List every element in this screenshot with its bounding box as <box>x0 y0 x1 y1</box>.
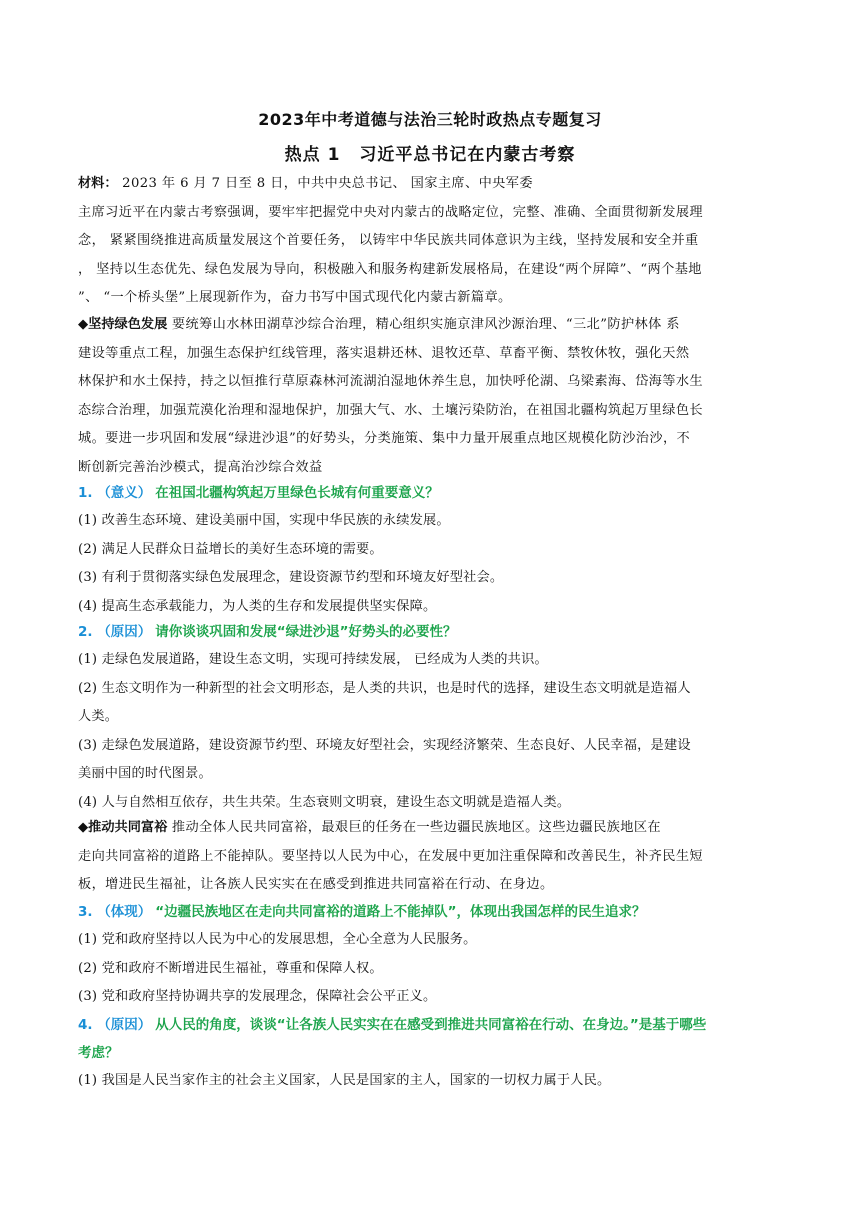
answer-line: (1) 走绿色发展道路，建设生态文明，实现可持续发展， 已经成为人类的共识。 <box>78 652 548 667</box>
answers-1 <box>78 507 783 621</box>
question-number: 3. <box>78 904 93 920</box>
green-development-section <box>78 311 783 482</box>
question-4-continued <box>78 1039 788 1068</box>
hotspot-heading <box>0 140 860 165</box>
section-line: 城。要进一步巩固和发展“绿进沙退”的好势头，分类施策、集中力量开展重点地区规模化防沙治沙，不 <box>78 431 691 446</box>
hotspot-title: 习近平总书记在内蒙古考察 <box>359 145 576 165</box>
question-tag: （原因） <box>97 624 152 640</box>
answer-line: 人类。 <box>78 709 119 724</box>
question-2 <box>78 618 788 647</box>
section-line: ◆坚持绿色发展 要统筹山水林田湖草沙综合治理，精心组织实施京津风沙源治理、“三北”防护林体 系 <box>78 317 680 332</box>
material-lead: 材料： <box>78 176 118 191</box>
answer-line: (1) 改善生态环境、建设美丽中国，实现中华民族的永续发展。 <box>78 513 450 528</box>
answer-line: 美丽中国的时代图景。 <box>78 766 212 781</box>
material-paragraph <box>78 170 783 313</box>
question-1 <box>78 479 788 508</box>
answer-line: (1) 我国是人民当家作主的社会主义国家，人民是国家的主人，国家的一切权力属于人民。 <box>78 1073 611 1088</box>
answer-line: (1) 党和政府坚持以人民为中心的发展思想，全心全意为人民服务。 <box>78 932 477 947</box>
section-line: ◆推动共同富裕 推动全体人民共同富裕，最艰巨的任务在一些边疆民族地区。这些边疆民族地区在 <box>78 820 662 835</box>
material-line: ”、 “一个桥头堡”上展现新作为，奋力书写中国式现代化内蒙古新篇章。 <box>78 290 512 305</box>
answers-4 <box>78 1067 783 1096</box>
answer-line: (3) 党和政府坚持协调共享的发展理念，保障社会公平正义。 <box>78 989 437 1004</box>
question-text: 请你谈谈巩固和发展“绿进沙退”好势头的必要性？ <box>155 624 457 640</box>
answer-line: (2) 满足人民群众日益增长的美好生态环境的需要。 <box>78 541 383 557</box>
section-line: 建设等重点工程，加强生态保护红线管理，落实退耕还林、退牧还草、草畜平衡、禁牧休牧，强化天然 <box>78 345 690 361</box>
document-title: 2023年中考道德与法治三轮时政热点专题复习 <box>258 110 602 129</box>
answer-line: (3) 走绿色发展道路，建设资源节约型、环境友好型社会，实现经济繁荣、生态良好、人民幸福，是建设 <box>78 737 691 753</box>
common-prosperity-section <box>78 814 783 900</box>
section-lead: ◆坚持绿色发展 <box>78 317 168 332</box>
answer-line: (2) 党和政府不断增进民生福祉，尊重和保障人权。 <box>78 960 383 976</box>
hotspot-label: 热点 1 <box>284 145 341 165</box>
question-4 <box>78 1011 788 1040</box>
question-3 <box>78 898 788 927</box>
section-lead: ◆推动共同富裕 <box>78 820 168 835</box>
question-text: 从人民的角度，谈谈“让各族人民实实在在感受到推进共同富裕在行动、在身边。”是基于哪些 <box>155 1017 707 1033</box>
section-line: 断创新完善治沙模式，提高治沙综合效益 <box>78 459 323 475</box>
answer-line: (4) 提高生态承载能力，为人类的生存和发展提供坚实保障。 <box>78 598 437 614</box>
material-line: 主席习近平在内蒙古考察强调，要牢牢把握党中央对内蒙古的战略定位，完整、准确、全面贯彻新发展理 <box>78 204 704 220</box>
material-line: 念， 紧紧围绕推进高质量发展这个首要任务， 以铸牢中华民族共同体意识为主线，坚持发展和安全并重 <box>78 233 699 248</box>
question-number: 1. <box>78 485 93 501</box>
section-line: 走向共同富裕的道路上不能掉队。要坚持以人民为中心，在发展中更加注重保障和改善民生，补齐民生短 <box>78 848 704 864</box>
material-line: ， 坚持以生态优先、绿色发展为导向，积极融入和服务构建新发展格局，在建设“两个屏障”、“两个基地 <box>78 261 702 277</box>
answers-3 <box>78 926 783 1012</box>
answer-line: (3) 有利于贯彻落实绿色发展理念，建设资源节约型和环境友好型社会。 <box>78 570 504 585</box>
question-tag: （意义） <box>97 485 152 501</box>
section-line: 板，增进民生福祉，让各族人民实实在在感受到推进共同富裕在行动、在身边。 <box>78 877 554 892</box>
question-tag: （原因） <box>97 1017 152 1033</box>
section-line: 林保护和水土保持，持之以恒推行草原森林河流湖泊湿地休养生息，加快呼伦湖、乌梁素海、岱海等水生 <box>78 374 704 389</box>
question-number: 4. <box>78 1017 93 1033</box>
material-line: 材料： 2023 年 6 月 7 日至 8 日，中共中央总书记、 国家主席、中央军委 <box>78 176 533 191</box>
answer-line: (4) 人与自然相互依存，共生共荣。生态衰则文明衰，建设生态文明就是造福人类。 <box>78 794 571 810</box>
question-text: “边疆民族地区在走向共同富裕的道路上不能掉队”，体现出我国怎样的民生追求？ <box>155 904 646 920</box>
answer-line: (2) 生态文明作为一种新型的社会文明形态，是人类的共识，也是时代的选择，建设生态文明就是造福人 <box>78 680 691 696</box>
question-tag: （体现） <box>97 904 152 920</box>
question-text: 在祖国北疆构筑起万里绿色长城有何重要意义？ <box>155 485 439 501</box>
section-line: 态综合治理，加强荒漠化治理和湿地保护，加强大气、水、土壤污染防治，在祖国北疆构筑起万里绿色长 <box>78 402 704 418</box>
question-text: 考虑？ <box>78 1045 119 1061</box>
question-number: 2. <box>78 624 93 640</box>
answers-2 <box>78 646 783 817</box>
